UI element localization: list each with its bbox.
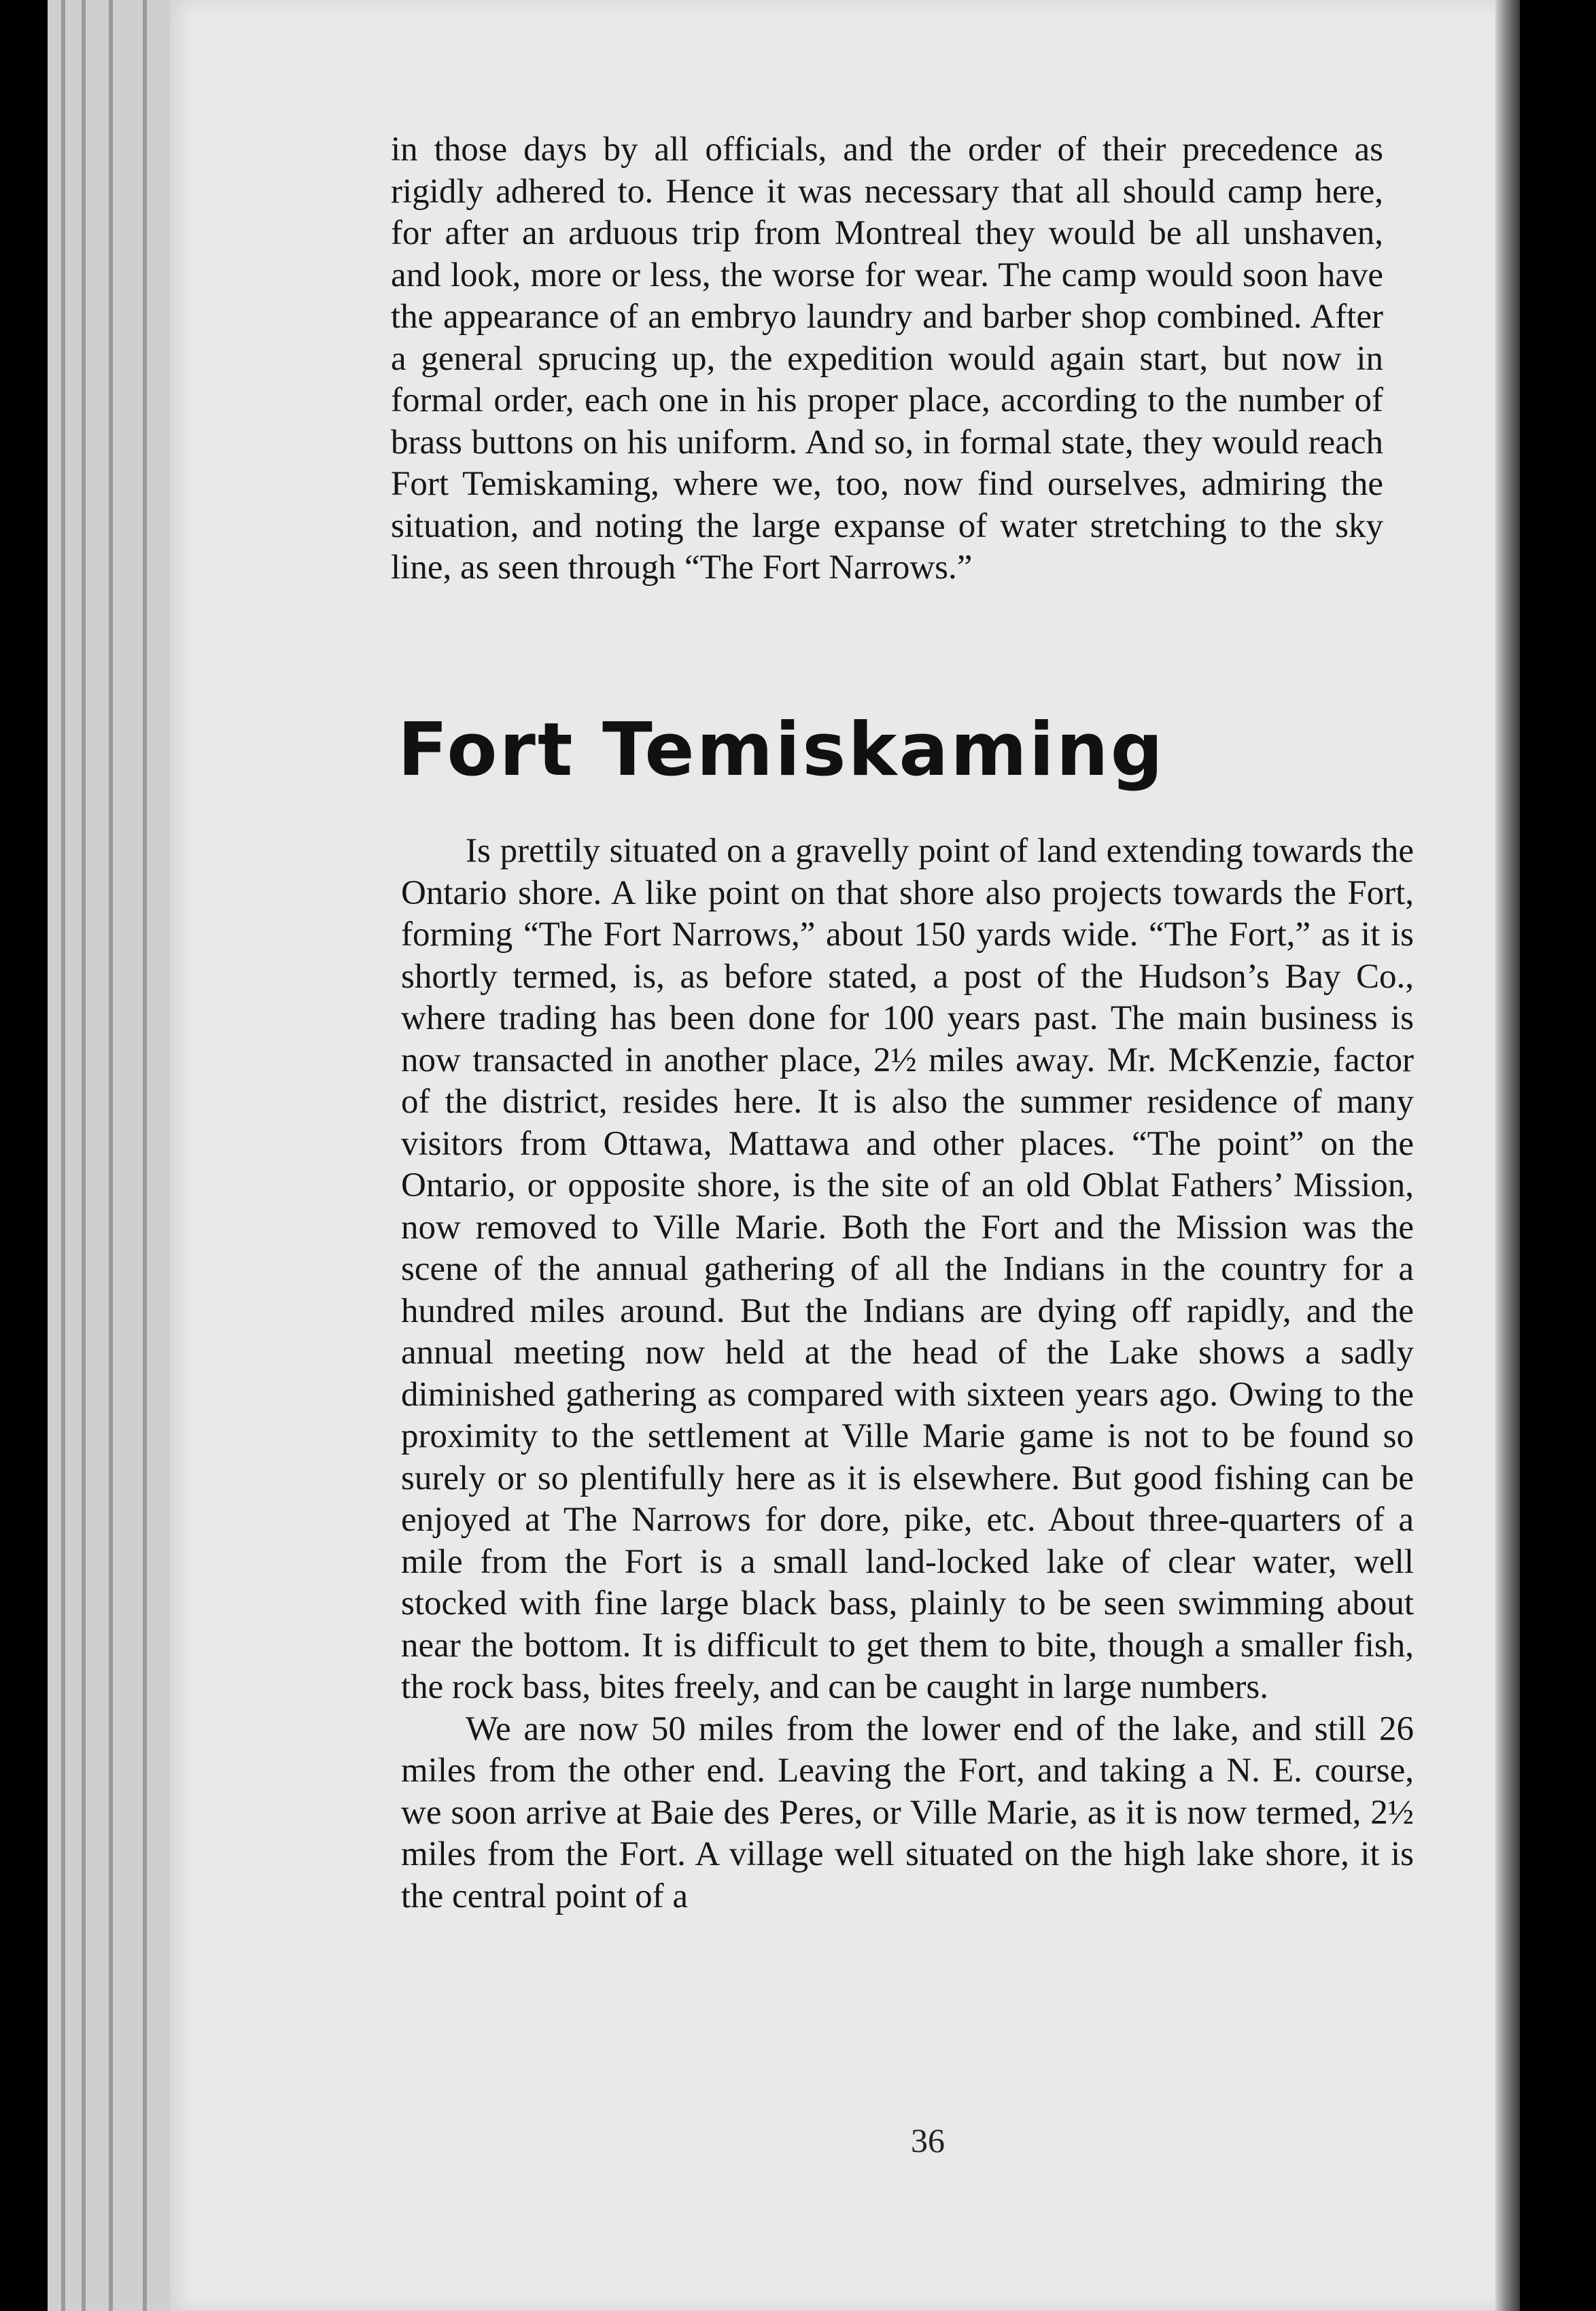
page-edge-line [143, 0, 147, 2311]
top-paragraph-text: in those days by all officials, and the order of their precedence as rigidly adhered to. Hence it was necessary that all should camp here, for after an arduous trip from Montreal they would be all unshaven, and look, more or less, the worse for wear. The camp would soon have the appearance of an embryo laundry and barber shop combined. After a general sprucing up, the expedition would again start, but now in formal order, each one in his proper place, according to the number of brass buttons on his uniform. And so, in formal state, they would reach Fort Temiskaming, where we, too, now find ourselves, admiring the situation, and noting the large expanse of water stretching to the sky line, as seen through “The Fort Narrows.” [391, 131, 1383, 587]
section-heading: Fort Temiskaming [398, 708, 1165, 793]
continued-paragraph [391, 129, 1383, 589]
page-edge-line [61, 0, 65, 2311]
body-paragraph-2: We are now 50 miles from the lower end of the lake, and still 26 miles from the other end. Leaving the Fort, and taking a N. E. course, we soon arrive at Baie des Peres, or Ville Marie, as it is now termed, 2½ miles from the Fort. A village well situated on the high lake shore, it is the central point of a [401, 1709, 1414, 1915]
page-right-edge [1495, 0, 1520, 2311]
section-body [401, 831, 1414, 1917]
body-paragraph-1: Is prettily situated on a gravelly point of land extending towards the Ontario shore. A like point on that shore also projects towards the Fort, forming “The Fort Narrows,” about 150 yards wide. “The Fort,” as it is shortly termed, is, as before stated, a post of the Hudson’s Bay Co., where trading has been done for 100 years past. The main business is now transacted in another place, 2½ miles away. Mr. McKenzie, factor of the district, resides here. It is also the summer residence of many visitors from Ottawa, Mattawa and other places. “The point” on the Ontario, or opposite shore, is the site of an old Oblat Fathers’ Mission, now removed to Ville Marie. Both the Fort and the Mission was the scene of the annual gathering of all the Indians in the country for a hundred miles around. But the Indians are dying off rapidly, and the annual meeting now held at the head of the Lake shows a sadly diminished gathering as compared with sixteen years ago. Owing to the proximity to the settlement at Ville Marie game is not to be found so surely or so plentifully here as it is elsewhere. But good fishing can be enjoyed at The Narrows for dore, pike, etc. About three-quarters of a mile from the Fort is a small land-locked lake of clear water, well stocked with fine large black bass, plainly to be seen swimming about near the bottom. It is difficult to get them to bite, though a smaller fish, the rock bass, bites freely, and can be caught in large numbers. [401, 832, 1414, 1706]
page-edge-line [82, 0, 86, 2311]
page-number: 36 [911, 2121, 945, 2159]
page-edge-line [109, 0, 113, 2311]
